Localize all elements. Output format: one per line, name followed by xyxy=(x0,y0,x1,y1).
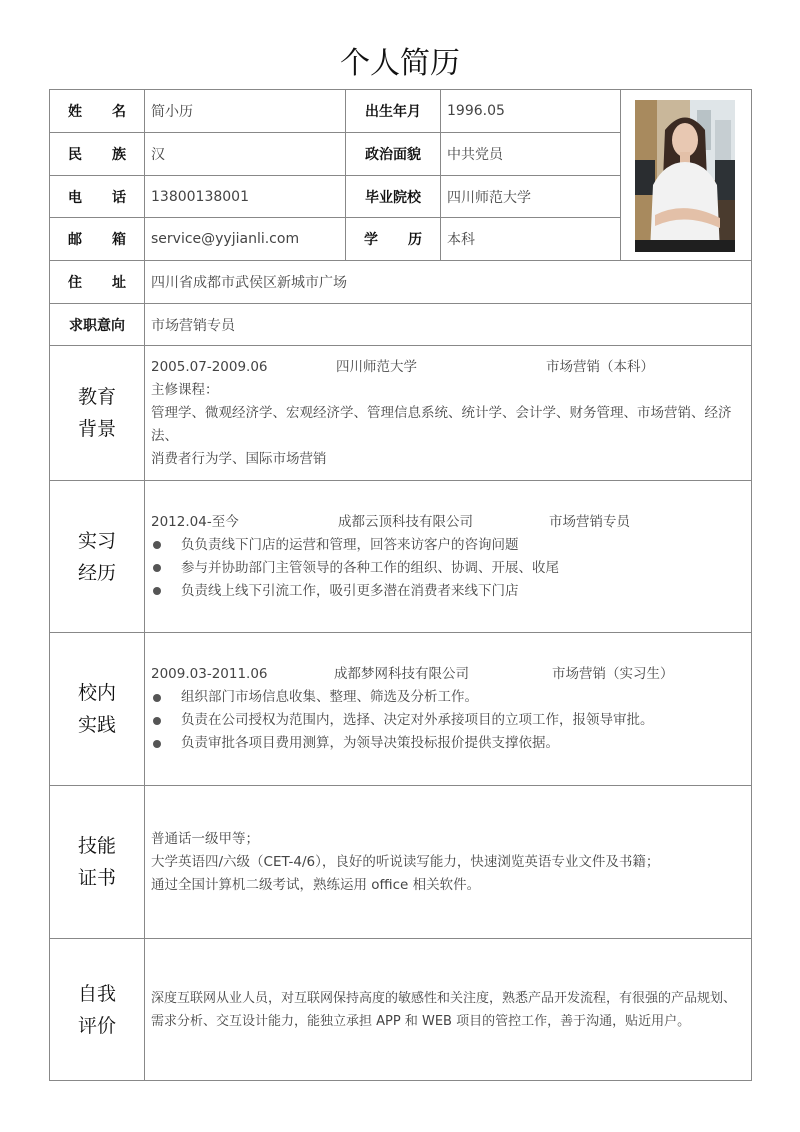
campus-bullet xyxy=(151,732,559,755)
bullet-text: 负责线上线下引流工作，吸引更多潜在消费者来线下门店 xyxy=(181,582,519,599)
skills-content xyxy=(145,786,751,939)
degree-label xyxy=(346,218,441,261)
campus-header xyxy=(151,663,751,686)
bullet-icon xyxy=(153,740,161,748)
label-char: 话 xyxy=(112,189,126,206)
label-char: 学 xyxy=(364,232,378,248)
internship-bullet xyxy=(151,534,519,557)
education-line: 消费者行为学、国际市场营销 xyxy=(151,450,327,467)
label-line: 实习 xyxy=(77,529,116,552)
name-value: 简小历 xyxy=(145,90,346,133)
objective-label: 求职意向 xyxy=(50,304,145,346)
school-value: 四川师范大学 xyxy=(441,176,621,218)
skills-line: 普通话一级甲等； xyxy=(151,830,259,847)
objective-value: 市场营销专员 xyxy=(145,304,751,346)
address-value: 四川省成都市武侯区新城市广场 xyxy=(145,261,751,304)
skills-line: 通过全国计算机二级考试，熟练运用 office 相关软件。 xyxy=(151,876,481,893)
label-line: 教育 xyxy=(77,386,116,408)
degree-value: 本科 xyxy=(441,218,621,261)
education-content xyxy=(145,346,751,481)
label-char: 住 xyxy=(68,275,82,291)
label-line: 校内 xyxy=(77,682,116,704)
portrait-image-icon xyxy=(635,100,735,252)
campus-company: 成都梦网科技有限公司 xyxy=(334,666,469,682)
campus-label xyxy=(50,633,145,786)
campus-role: 市场营销（实习生） xyxy=(552,666,674,682)
bullet-icon xyxy=(153,587,161,595)
campus-bullet xyxy=(151,686,478,709)
education-line: 主修课程： xyxy=(151,381,219,398)
education-school: 四川师范大学 xyxy=(336,358,417,375)
skills-line: 大学英语四/六级（CET-4/6），良好的听说读写能力，快速浏览英语专业文件及书籍； xyxy=(151,853,660,870)
label-line: 证书 xyxy=(77,867,116,889)
birth-value: 1996.05 xyxy=(441,90,621,133)
label-char: 箱 xyxy=(112,232,126,248)
phone-label xyxy=(50,176,145,218)
internship-header xyxy=(151,511,751,534)
resume-table xyxy=(49,89,752,1081)
internship-bullet xyxy=(151,580,519,603)
label-char: 姓 xyxy=(68,104,82,120)
bullet-icon xyxy=(153,564,161,572)
school-label: 毕业院校 xyxy=(346,176,441,218)
internship-period: 2012.04-至今 xyxy=(151,513,239,530)
education-label xyxy=(50,346,145,481)
education-line: 管理学、微观经济学、宏观经济学、管理信息系统、统计学、会计学、财务管理、市场营销、经济法、 xyxy=(151,404,732,444)
self-eval-line: 深度互联网从业人员，对互联网保持高度的敏感性和关注度，熟悉产品开发流程，有很强的产品规划、 xyxy=(151,990,737,1006)
internship-role: 市场营销专员 xyxy=(549,513,630,530)
ethnic-label xyxy=(50,133,145,176)
page-title: 个人简历 xyxy=(340,46,460,81)
education-header xyxy=(151,356,751,379)
internship-bullet xyxy=(151,557,559,580)
address-label xyxy=(50,261,145,304)
label-char: 邮 xyxy=(68,232,82,248)
birth-label: 出生年月 xyxy=(346,90,441,133)
label-line: 经历 xyxy=(77,561,116,584)
bullet-icon xyxy=(153,694,161,702)
label-line: 评价 xyxy=(77,1014,116,1037)
phone-value: 13800138001 xyxy=(145,176,346,218)
internship-company: 成都云顶科技有限公司 xyxy=(338,513,473,530)
label-char: 历 xyxy=(408,232,422,248)
label-line: 技能 xyxy=(77,835,116,857)
label-char: 族 xyxy=(112,147,126,163)
email-label xyxy=(50,218,145,261)
education-major: 市场营销（本科） xyxy=(546,358,654,375)
label-char: 电 xyxy=(68,189,82,206)
self-eval-line: 需求分析、交互设计能力，能独立承担 APP 和 WEB 项目的管控工作，善于沟通，贴近用户。 xyxy=(151,1013,691,1029)
internship-label xyxy=(50,481,145,633)
label-char: 址 xyxy=(112,275,126,291)
political-label: 政治面貌 xyxy=(346,133,441,176)
education-period: 2005.07-2009.06 xyxy=(151,358,268,375)
skills-label xyxy=(50,786,145,939)
internship-content xyxy=(145,481,751,633)
label-char: 名 xyxy=(112,104,126,120)
label-char: 民 xyxy=(68,147,82,163)
campus-period: 2009.03-2011.06 xyxy=(151,666,268,682)
self-eval-content xyxy=(145,939,751,1080)
campus-content xyxy=(145,633,751,786)
bullet-icon xyxy=(153,541,161,549)
label-line: 实践 xyxy=(77,714,116,736)
bullet-text: 负责审批各项目费用测算，为领导决策投标报价提供支撑依据。 xyxy=(181,735,559,751)
campus-bullet xyxy=(151,709,654,732)
profile-photo xyxy=(635,100,735,252)
bullet-text: 负负责线下门店的运营和管理，回答来访客户的咨询问题 xyxy=(181,536,519,553)
label-line: 背景 xyxy=(77,418,116,440)
label-line: 自我 xyxy=(77,982,116,1005)
bullet-text: 参与并协助部门主管领导的各种工作的组织、协调、开展、收尾 xyxy=(181,559,559,576)
bullet-text: 组织部门市场信息收集、整理、筛选及分析工作。 xyxy=(181,689,478,705)
self-eval-label xyxy=(50,939,145,1080)
political-value: 中共党员 xyxy=(441,133,621,176)
email-value: service@yyjianli.com xyxy=(145,218,346,261)
name-label xyxy=(50,90,145,133)
bullet-text: 负责在公司授权为范围内，选择、决定对外承接项目的立项工作，报领导审批。 xyxy=(181,712,654,728)
bullet-icon xyxy=(153,717,161,725)
ethnic-value: 汉 xyxy=(145,133,346,176)
